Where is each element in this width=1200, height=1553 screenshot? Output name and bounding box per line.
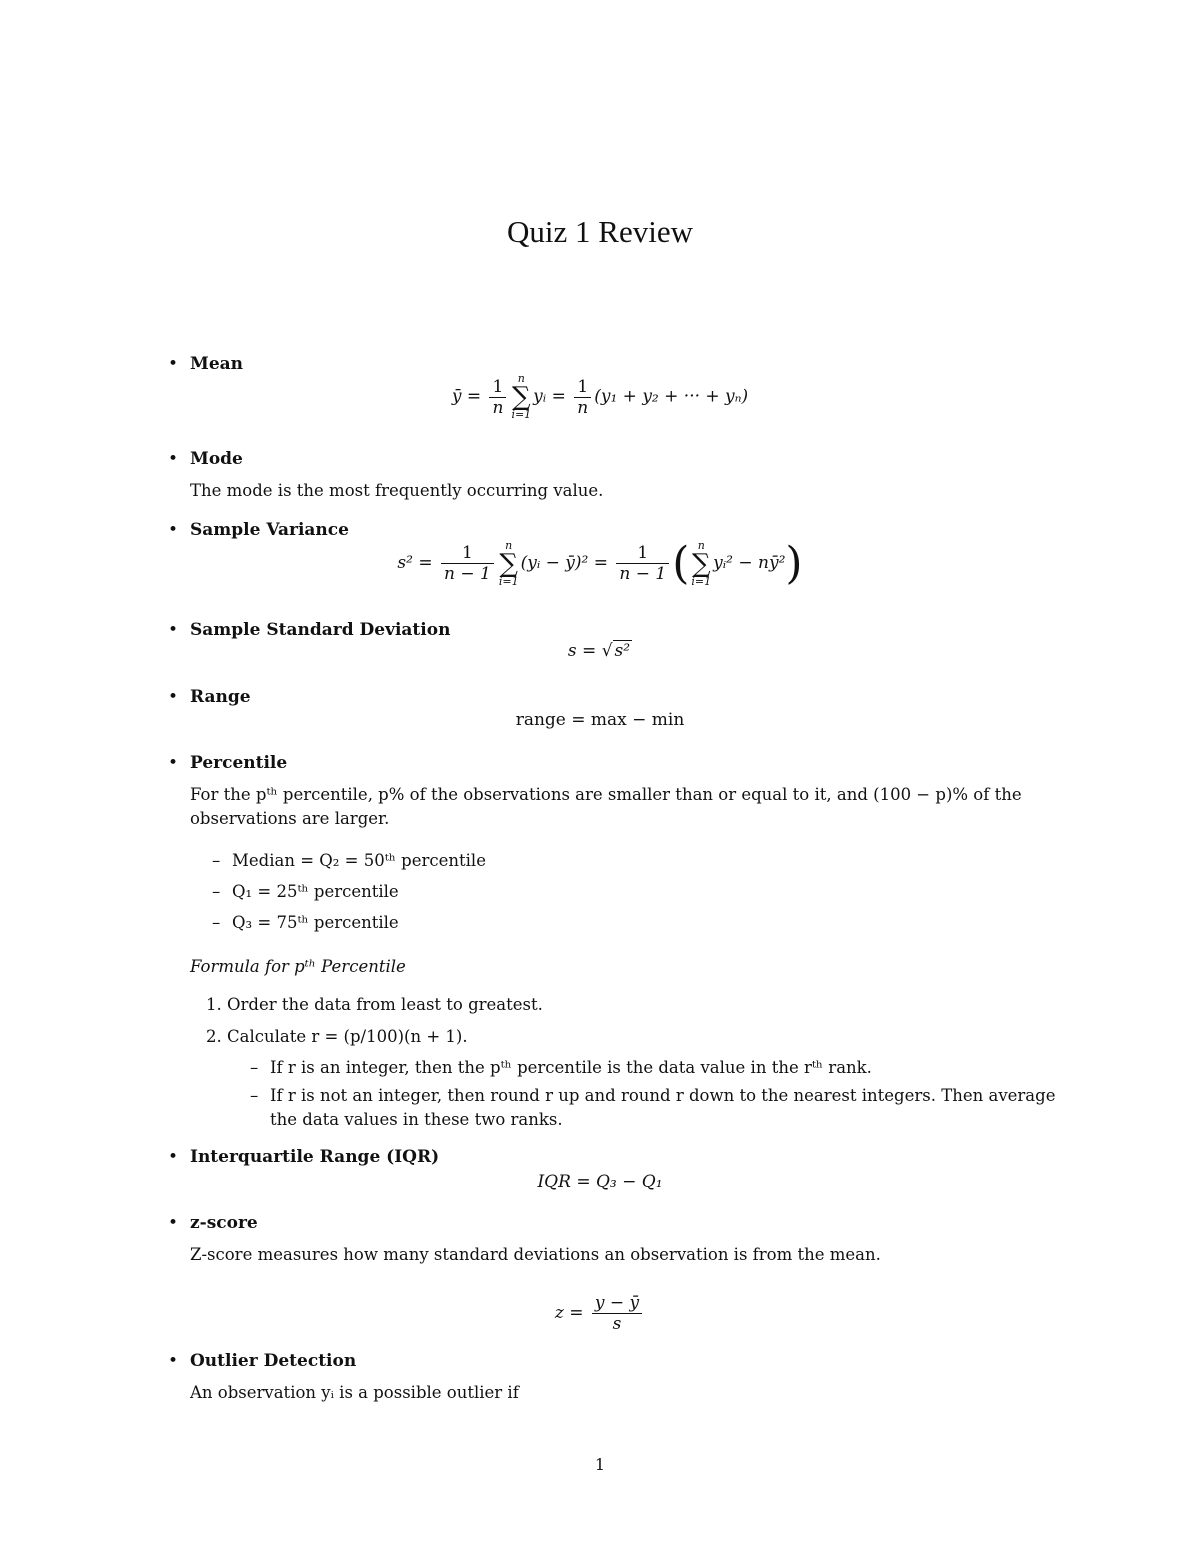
- heading-percentile: [168, 753, 287, 773]
- heading-variance: [168, 520, 349, 540]
- sigma-icon: ∑: [512, 382, 531, 412]
- variance-lhs: s² =: [397, 553, 433, 573]
- variance-term2: yᵢ² − nȳ²: [713, 553, 786, 573]
- percentile-item-median: Median = Q₂ = 50ᵗʰ percentile: [232, 851, 486, 870]
- mean-sum-top: n: [517, 372, 525, 385]
- list-item: [212, 882, 399, 901]
- heading-mean: [168, 354, 243, 374]
- heading-outlier: [168, 1351, 356, 1371]
- zscore-lhs: z =: [554, 1303, 584, 1323]
- mean-fraction-2: [574, 377, 591, 418]
- formula-range: range = max − min: [515, 710, 685, 730]
- heading-iqr: [168, 1147, 439, 1167]
- variance-fraction-2: [616, 543, 669, 584]
- heading-zscore: [168, 1213, 258, 1233]
- mean-term: yᵢ: [533, 386, 547, 407]
- bullet-icon: •: [168, 753, 179, 773]
- outlier-text: An observation yᵢ is a possible outlier if: [190, 1383, 519, 1402]
- mean-frac2-den: n: [577, 397, 589, 418]
- sigma-icon: ∑: [691, 548, 711, 579]
- heading-mode: [168, 449, 243, 469]
- variance-sum2-top: n: [697, 538, 705, 552]
- percentile-item-q3: Q₃ = 75ᵗʰ percentile: [232, 913, 399, 932]
- mean-fraction: [489, 377, 506, 418]
- step-2: 2. Calculate r = (p/100)(n + 1).: [206, 1027, 468, 1046]
- variance-frac2-num: 1: [616, 543, 669, 564]
- sub-item-integer: If r is an integer, then the pᵗʰ percentile is the data value in the rᵗʰ rank.: [270, 1058, 872, 1077]
- zscore-den: s: [612, 1314, 622, 1334]
- zscore-fraction: [592, 1293, 642, 1334]
- page-title: Quiz 1 Review: [507, 214, 693, 249]
- formula-variance: [0, 538, 1200, 589]
- variance-sum-2: [691, 540, 711, 588]
- bullet-icon: •: [168, 687, 179, 707]
- heading-mean-label: Mean: [190, 354, 244, 374]
- std-lhs: s = √: [567, 641, 613, 661]
- mode-text: The mode is the most frequently occurring value.: [190, 481, 604, 500]
- mean-frac-den: n: [492, 397, 504, 418]
- sigma-icon: ∑: [499, 548, 518, 579]
- bullet-icon: •: [168, 520, 179, 540]
- dash-icon: –: [212, 851, 221, 870]
- dash-icon: –: [212, 882, 221, 901]
- formula-iqr: IQR = Q₃ − Q₁: [537, 1172, 663, 1192]
- percentile-line2: observations are larger.: [190, 809, 390, 828]
- bullet-icon: •: [168, 449, 179, 469]
- list-item: [212, 913, 399, 932]
- variance-fraction: [441, 543, 494, 584]
- heading-range-label: Range: [190, 687, 251, 707]
- zscore-text: Z-score measures how many standard deviations an observation is from the mean.: [190, 1245, 881, 1264]
- mean-sum-bottom: i=1: [511, 408, 532, 421]
- heading-percentile-label: Percentile: [190, 753, 288, 773]
- dash-icon: –: [250, 1086, 259, 1105]
- sub-item-continuation: the data values in these two ranks.: [270, 1110, 563, 1129]
- variance-frac-den: n − 1: [444, 564, 491, 584]
- formula-std: [0, 641, 1200, 661]
- step-1: 1. Order the data from least to greatest.: [206, 995, 543, 1014]
- mean-rhs: (y₁ + y₂ + ··· + yₙ): [594, 386, 749, 407]
- formula-mean: ȳ = $\frac{1}{n}$ n ∑ i=1 yᵢ = $\frac{1}{n}$ (y₁ + y₂ + ··· + yₙ): [451, 372, 749, 421]
- dash-icon: –: [250, 1058, 259, 1077]
- zscore-num: y − ȳ: [592, 1293, 642, 1314]
- percentile-item-q1: Q₁ = 25ᵗʰ percentile: [232, 882, 399, 901]
- std-arg: s²: [614, 641, 631, 661]
- dash-icon: –: [212, 913, 221, 932]
- variance-term1: (yᵢ − ȳ)² =: [520, 553, 608, 573]
- list-item: [250, 1086, 1055, 1105]
- heading-outlier-label: Outlier Detection: [190, 1351, 357, 1371]
- percentile-formula-heading: Formula for pᵗʰ Percentile: [190, 957, 406, 976]
- list-item: [250, 1058, 872, 1077]
- variance-sum: [499, 540, 519, 588]
- mean-lhs: ȳ: [451, 386, 462, 407]
- mean-frac-num: 1: [489, 377, 506, 398]
- variance-frac2-den: n − 1: [619, 564, 667, 584]
- mean-frac2-num: 1: [574, 377, 591, 398]
- variance-sum2-bottom: i=1: [691, 574, 712, 588]
- bullet-icon: •: [168, 1351, 179, 1371]
- left-paren-icon: (: [672, 538, 690, 589]
- heading-iqr-label: Interquartile Range (IQR): [190, 1147, 440, 1167]
- page-number: 1: [594, 1455, 606, 1474]
- heading-std: [168, 620, 450, 640]
- heading-mode-label: Mode: [190, 449, 243, 469]
- heading-zscore-label: z-score: [190, 1213, 258, 1233]
- bullet-icon: •: [168, 1147, 179, 1167]
- heading-range: [168, 687, 251, 707]
- bullet-icon: •: [168, 620, 179, 640]
- mean-sum: [511, 373, 531, 421]
- heading-std-label: Sample Standard Deviation: [190, 620, 451, 640]
- right-paren-icon: ): [785, 538, 803, 589]
- formula-zscore: [0, 1293, 1200, 1334]
- heading-variance-label: Sample Variance: [190, 520, 349, 540]
- list-item: [212, 851, 486, 870]
- variance-sum-top: n: [505, 538, 513, 552]
- variance-sum-bottom: i=1: [498, 574, 519, 588]
- sub-item-not-integer: If r is not an integer, then round r up and round r down to the nearest integers. Then average: [270, 1086, 1056, 1105]
- percentile-line1: For the pᵗʰ percentile, p% of the observations are smaller than or equal to it, and (100 − p)% of the: [190, 785, 1022, 804]
- variance-frac-num: 1: [441, 543, 494, 564]
- bullet-icon: •: [168, 1213, 179, 1233]
- bullet-icon: •: [168, 354, 179, 374]
